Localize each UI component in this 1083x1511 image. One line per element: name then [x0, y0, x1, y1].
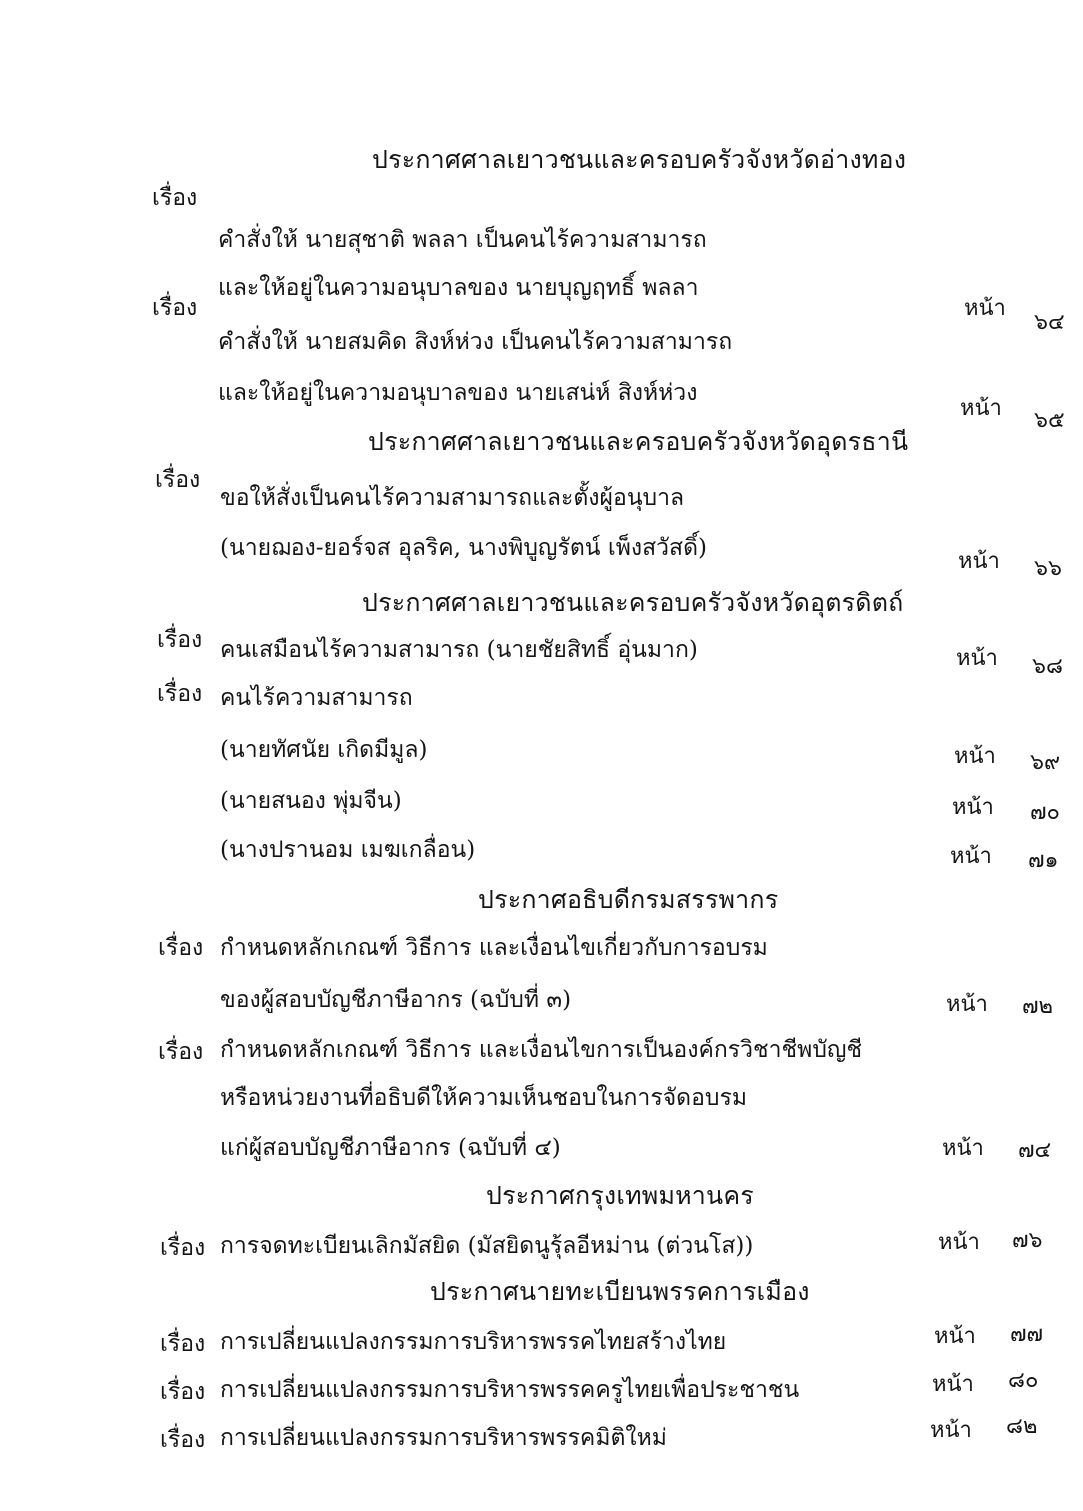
entry-text-line: กำหนดหลักเกณฑ์ วิธีการ และเงื่อนไขการเป็นองค์กรวิชาชีพบัญชี [220, 1037, 863, 1063]
entry-label: เรื่อง [158, 1039, 204, 1065]
page-number: ๖๖ [1034, 556, 1062, 581]
entry-text-line: กำหนดหลักเกณฑ์ วิธีการ และเงื่อนไขเกี่ยวกับการอบรม [220, 935, 768, 961]
page-label: หน้า [934, 1324, 976, 1349]
entry-label: เรื่อง [160, 1379, 206, 1405]
page-label: หน้า [932, 1372, 974, 1397]
entry-label: เรื่อง [155, 467, 201, 493]
entry-text-line: หรือหน่วยงานที่อธิบดีให้ความเห็นชอบในการจัดอบรม [220, 1085, 748, 1111]
page-label: หน้า [960, 396, 1002, 421]
subitem-text: (นายทัศนัย เกิดมีมูล) [220, 737, 428, 763]
entry-text-line: (นายฌอง-ยอร์จส อุลริค, นางพิบูญรัตน์ เพ็งสวัสดิ์) [220, 535, 707, 561]
entry-label: เรื่อง [157, 627, 203, 653]
page-label: หน้า [964, 296, 1006, 321]
entry-label: เรื่อง [160, 1331, 206, 1357]
page-label: หน้า [930, 1418, 972, 1443]
entry-text-line: การเปลี่ยนแปลงกรรมการบริหารพรรคครูไทยเพื่อประชาชน [220, 1377, 800, 1403]
entry-label: เรื่อง [160, 1235, 206, 1261]
page-number: ๖๔ [1034, 310, 1065, 335]
section-heading: ประกาศอธิบดีกรมสรรพากร [478, 885, 779, 914]
page-label: หน้า [938, 1230, 980, 1255]
entry-text-line: ของผู้สอบบัญชีภาษีอากร (ฉบับที่ ๓) [220, 987, 572, 1013]
section-heading: ประกาศนายทะเบียนพรรคการเมือง [430, 1277, 810, 1306]
page-label: หน้า [956, 646, 998, 671]
page-number: ๘๒ [1006, 1414, 1038, 1439]
page-label: หน้า [946, 992, 988, 1017]
page-number: ๖๘ [1032, 654, 1063, 679]
entry-text-line: การเปลี่ยนแปลงกรรมการบริหารพรรคมิติใหม่ [220, 1425, 667, 1451]
entry-label: เรื่อง [160, 1427, 206, 1453]
entry-text-line: การจดทะเบียนเลิกมัสยิด (มัสยิดนูรุ้ลอีหม่าน (ต่วนโส)) [220, 1233, 754, 1259]
entry-text-line: คำสั่งให้ นายสมคิด สิงห์ห่วง เป็นคนไร้ความสามารถ [218, 329, 733, 355]
entry-text-line: ขอให้สั่งเป็นคนไร้ความสามารถและตั้งผู้อนุบาล [220, 485, 685, 511]
entry-text-line: แก่ผู้สอบบัญชีภาษีอากร (ฉบับที่ ๔) [220, 1135, 561, 1161]
entry-label: เรื่อง [158, 935, 204, 961]
section-heading: ประกาศศาลเยาวชนและครอบครัวจังหวัดอ่างทอง [372, 145, 907, 174]
subitem-text: (นางปรานอม เมฆเกลื่อน) [220, 837, 476, 863]
page-label: หน้า [942, 1136, 984, 1161]
entry-label: เรื่อง [152, 295, 198, 321]
subitem-text: (นายสนอง พุ่มจีน) [220, 788, 402, 814]
page-number: ๘๐ [1008, 1368, 1039, 1393]
page-number: ๗๗ [1010, 1322, 1044, 1347]
page-number: ๗๒ [1022, 994, 1054, 1019]
page-label: หน้า [950, 844, 992, 869]
page-label: หน้า [954, 744, 996, 769]
page-label: หน้า [952, 795, 994, 820]
entry-label: เรื่อง [157, 681, 203, 707]
section-heading: ประกาศศาลเยาวชนและครอบครัวจังหวัดอุดรธานี [368, 427, 909, 456]
section-heading: ประกาศศาลเยาวชนและครอบครัวจังหวัดอุตรดิตถ์ [362, 588, 904, 617]
page-number: ๗๔ [1018, 1138, 1052, 1163]
page-number: ๗๑ [1028, 848, 1059, 873]
page-number: ๗๐ [1030, 800, 1060, 825]
entry-text-line: และให้อยู่ในความอนุบาลของ นายบุญฤทธิ์ พลลา [218, 275, 699, 301]
entry-text-line: และให้อยู่ในความอนุบาลของ นายเสน่ห์ สิงห์ห่วง [218, 380, 698, 406]
entry-text-line: คนไร้ความสามารถ [220, 685, 413, 711]
page-number: ๖๕ [1034, 408, 1065, 433]
entry-label: เรื่อง [152, 185, 198, 211]
page-number: ๖๙ [1030, 750, 1061, 775]
entry-text-line: คนเสมือนไร้ความสามารถ (นายชัยสิทธิ์ อุ่นมาก) [220, 637, 698, 663]
page-label: หน้า [958, 549, 1000, 574]
section-heading: ประกาศกรุงเทพมหานคร [486, 1181, 754, 1210]
page-number: ๗๖ [1012, 1228, 1043, 1253]
entry-text-line: คำสั่งให้ นายสุชาติ พลลา เป็นคนไร้ความสามารถ [218, 227, 707, 253]
entry-text-line: การเปลี่ยนแปลงกรรมการบริหารพรรคไทยสร้างไทย [220, 1329, 727, 1355]
